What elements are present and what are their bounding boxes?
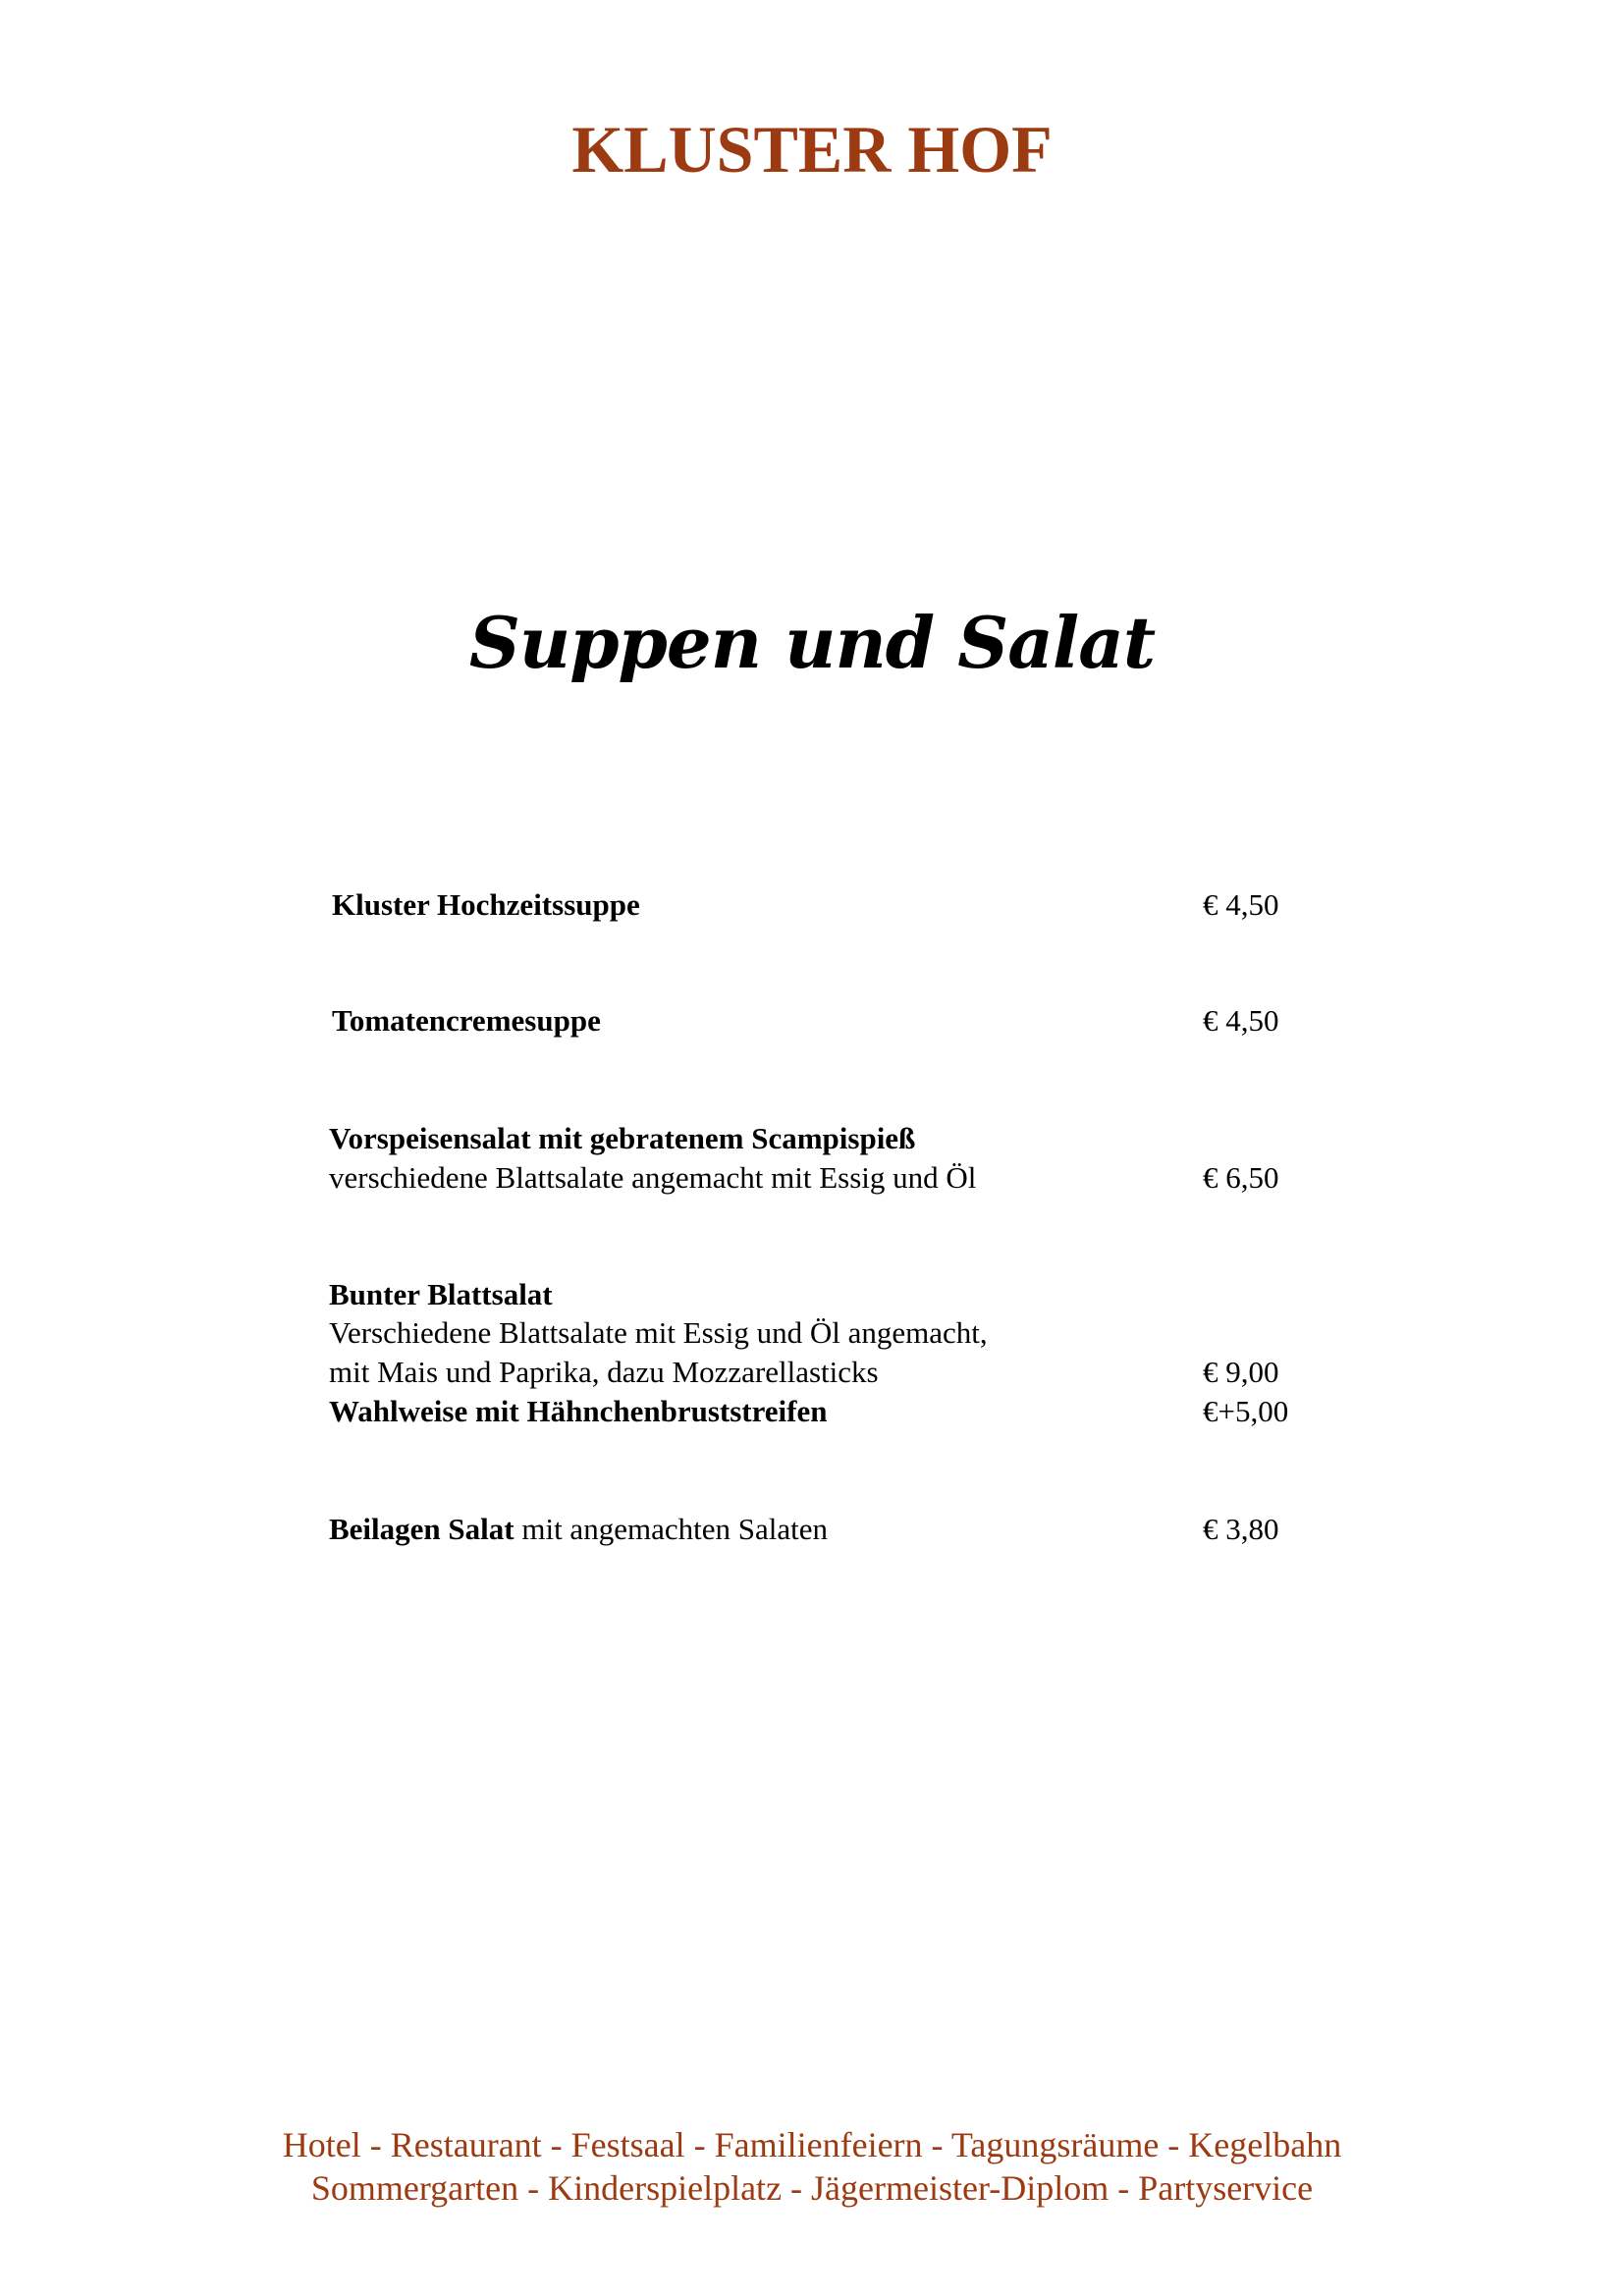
menu-item-option-price: €+5,00: [1203, 1394, 1289, 1428]
menu-item-option: Wahlweise mit Hähnchenbruststreifen: [329, 1394, 828, 1428]
menu-item-price: € 4,50: [1203, 887, 1279, 922]
menu-item-price: € 3,80: [1203, 1512, 1279, 1546]
menu-item-text: [329, 1510, 828, 1549]
footer-services-line2: Sommergarten - Kinderspielplatz - Jägermeister-Diplom - Partyservice: [310, 2168, 1314, 2208]
footer-services-line1: Hotel - Restaurant - Festsaal - Familienfeiern - Tagungsräume - Kegelbahn: [282, 2125, 1342, 2164]
menu-item-name: Beilagen Salat: [329, 1512, 514, 1546]
menu-item-price: € 4,50: [1203, 1003, 1279, 1038]
menu-item-name: Vorspeisensalat mit gebratenem Scampispieß: [329, 1121, 916, 1155]
menu-item-description: mit angemachten Salaten: [514, 1512, 828, 1546]
menu-item-description: Verschiedene Blattsalate mit Essig und Öl angemacht,: [329, 1315, 988, 1350]
menu-item-description: mit Mais und Paprika, dazu Mozzarellasticks: [329, 1355, 879, 1389]
menu-item-name: Kluster Hochzeitssuppe: [332, 887, 640, 922]
restaurant-title: KLUSTER HOF: [571, 112, 1053, 187]
menu-item-price: € 9,00: [1203, 1355, 1279, 1389]
menu-item-price: € 6,50: [1203, 1160, 1279, 1195]
section-title: Suppen und Salat: [468, 601, 1156, 684]
menu-item-description: verschiedene Blattsalate angemacht mit Essig und Öl: [329, 1160, 977, 1195]
menu-item-name: Tomatencremesuppe: [332, 1003, 601, 1038]
menu-item-name: Bunter Blattsalat: [329, 1277, 553, 1311]
